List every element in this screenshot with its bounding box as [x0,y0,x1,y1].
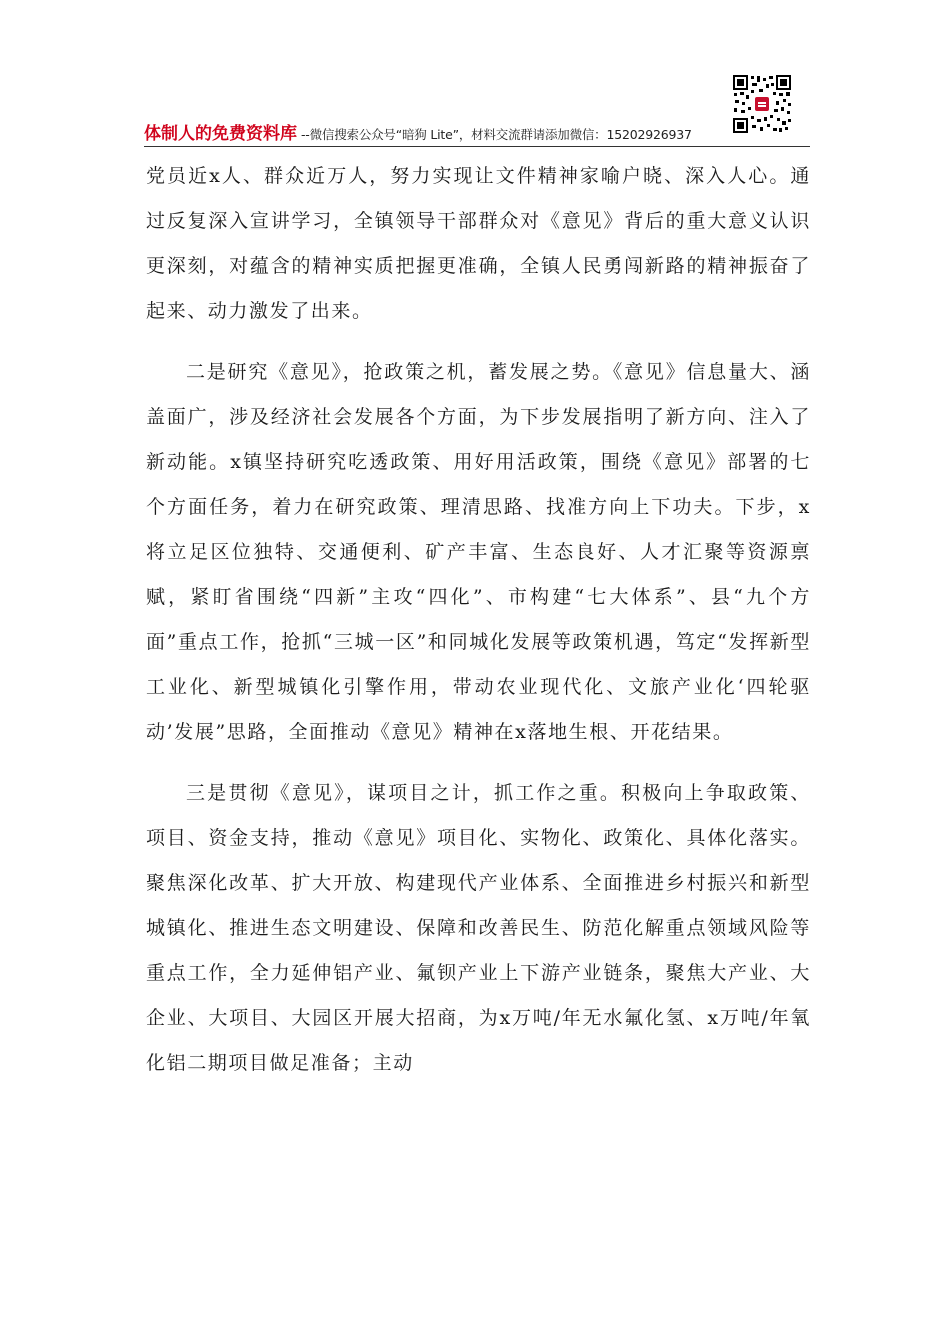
header-divider [144,146,810,147]
document-body [146,154,811,1086]
paragraph-research: 二是研究《意见》，抢政策之机，蓄发展之势。《意见》信息量大、涵盖面广，涉及经济社会发展各个方面，为下步发展指明了新方向、注入了新动能。x镇坚持研究吃透政策、用好用活政策，围绕《意见》部署的七个方面任务，着力在研究政策、理清思路、找准方向上下功夫。下步，x将立足区位独特、交通便利、矿产丰富、生态良好、人才汇聚等资源禀赋，紧盯省围绕“四新”主攻“四化”、市构建“七大体系”、县“九个方面”重点工作，抢抓“三城一区”和同城化发展等政策机遇，笃定“发挥新型工业化、新型城镇化引擎作用，带动农业现代化、文旅产业化‘四轮驱动’发展”思路，全面推动《意见》精神在x落地生根、开花结果。 [146,361,811,743]
page-header [144,118,810,146]
paragraph-continued: 党员近x人、群众近万人，努力实现让文件精神家喻户晓、深入人心。通过反复深入宣讲学习，全镇领导干部群众对《意见》背后的重大意义认识更深刻，对蕴含的精神实质把握更准确，全镇人民勇闯新路的精神振奋了起来、动力激发了出来。 [146,165,811,322]
contact-notice: --微信搜索公众号“暗狗 Lite”，材料交流群请添加微信：15202926937 [301,127,692,142]
brand-title: 体制人的免费资料库 [144,124,297,144]
paragraph-implement: 三是贯彻《意见》，谋项目之计，抓工作之重。积极向上争取政策、项目、资金支持，推动《意见》项目化、实物化、政策化、具体化落实。聚焦深化改革、扩大开放、构建现代产业体系、全面推进乡村振兴和新型城镇化、推进生态文明建设、保障和改善民生、防范化解重点领域风险等重点工作，全力延伸铝产业、氟钡产业上下游产业链条，聚焦大产业、大企业、大项目、大园区开展大招商，为x万吨/年无水氟化氢、x万吨/年氧化铝二期项目做足准备；主动 [146,782,811,1074]
